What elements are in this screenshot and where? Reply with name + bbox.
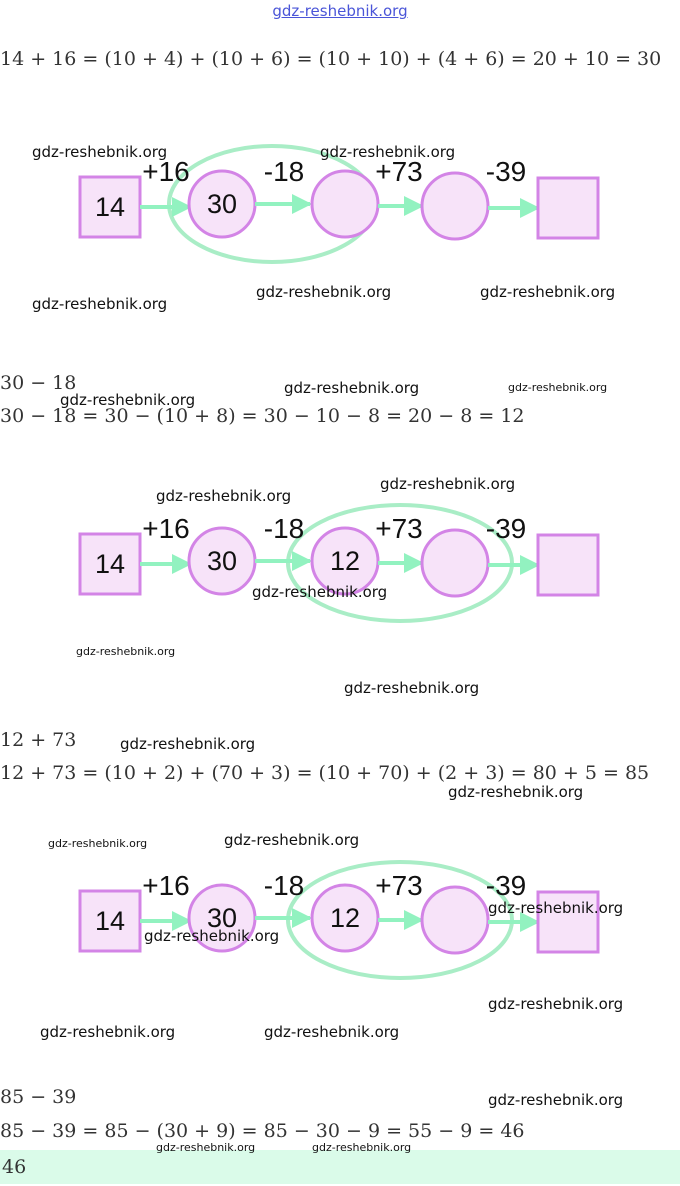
step2-solution: 30 − 18 = 30 − (10 + 8) = 30 − 10 − 8 = 20 − 8 = 12 <box>0 405 525 427</box>
watermark: gdz-reshebnik.org <box>120 735 256 753</box>
step2-expression: 30 − 18 <box>0 372 77 394</box>
watermark: gdz-reshebnik.org <box>32 143 168 161</box>
watermark: gdz-reshebnik.org <box>48 837 148 850</box>
node-1-value: 30 <box>206 546 238 576</box>
op-2-label: -18 <box>263 513 305 544</box>
node-3 <box>422 530 488 596</box>
node-1-value: 30 <box>206 189 238 219</box>
diagram-3 <box>0 854 680 1004</box>
watermark: gdz-reshebnik.org <box>60 391 196 409</box>
watermark: gdz-reshebnik.org <box>312 1141 412 1154</box>
watermark: gdz-reshebnik.org <box>488 995 624 1013</box>
watermark: gdz-reshebnik.org <box>448 783 584 801</box>
op-1-label: +16 <box>142 870 190 901</box>
op-4-label: -39 <box>485 870 527 901</box>
watermark: gdz-reshebnik.org <box>284 379 420 397</box>
watermark: gdz-reshebnik.org <box>144 927 280 945</box>
op-1-label: +16 <box>142 513 190 544</box>
step1-solution: 14 + 16 = (10 + 4) + (10 + 6) = (10 + 10) + (4 + 6) = 20 + 10 = 30 <box>0 48 662 70</box>
watermark: gdz-reshebnik.org <box>480 283 616 301</box>
op-4-label: -39 <box>485 156 527 187</box>
watermark: gdz-reshebnik.org <box>320 143 456 161</box>
step4-expression: 85 − 39 <box>0 1086 77 1108</box>
node-2-value: 12 <box>329 903 361 933</box>
start-value: 14 <box>94 549 126 579</box>
watermark: gdz-reshebnik.org <box>156 1141 256 1154</box>
watermark: gdz-reshebnik.org <box>76 645 176 658</box>
op-4-label: -39 <box>485 513 527 544</box>
end-box <box>538 535 598 595</box>
diagram-1 <box>0 140 680 290</box>
op-2-label: -18 <box>263 870 305 901</box>
node-3 <box>422 887 488 953</box>
step3-solution: 12 + 73 = (10 + 2) + (70 + 3) = (10 + 70) + (2 + 3) = 80 + 5 = 85 <box>0 762 650 784</box>
op-3-label: +73 <box>375 156 423 187</box>
diagram-2 <box>0 497 680 647</box>
op-3-label: +73 <box>375 513 423 544</box>
site-header-link[interactable]: gdz-reshebnik.org <box>272 2 408 20</box>
step3-expression: 12 + 73 <box>0 729 77 751</box>
watermark: gdz-reshebnik.org <box>488 899 624 917</box>
end-box <box>538 178 598 238</box>
watermark: gdz-reshebnik.org <box>264 1023 400 1041</box>
node-2 <box>312 171 378 237</box>
op-3-label: +73 <box>375 870 423 901</box>
watermark: gdz-reshebnik.org <box>32 295 168 313</box>
start-value: 14 <box>94 906 126 936</box>
node-3 <box>422 173 488 239</box>
op-1-label: +16 <box>142 156 190 187</box>
step4-solution: 85 − 39 = 85 − (30 + 9) = 85 − 30 − 9 = 55 − 9 = 46 <box>0 1120 525 1142</box>
start-value: 14 <box>94 192 126 222</box>
op-2-label: -18 <box>263 156 305 187</box>
watermark: gdz-reshebnik.org <box>344 679 480 697</box>
answer-band <box>0 1150 680 1184</box>
watermark: gdz-reshebnik.org <box>224 831 360 849</box>
watermark: gdz-reshebnik.org <box>252 583 388 601</box>
watermark: gdz-reshebnik.org <box>40 1023 176 1041</box>
watermark: gdz-reshebnik.org <box>256 283 392 301</box>
node-1-value: 30 <box>206 903 238 933</box>
watermark: gdz-reshebnik.org <box>380 475 516 493</box>
node-2-value: 12 <box>329 546 361 576</box>
watermark: gdz-reshebnik.org <box>156 487 292 505</box>
final-answer: 46 <box>2 1156 27 1178</box>
watermark: gdz-reshebnik.org <box>488 1091 624 1109</box>
watermark: gdz-reshebnik.org <box>508 381 608 394</box>
